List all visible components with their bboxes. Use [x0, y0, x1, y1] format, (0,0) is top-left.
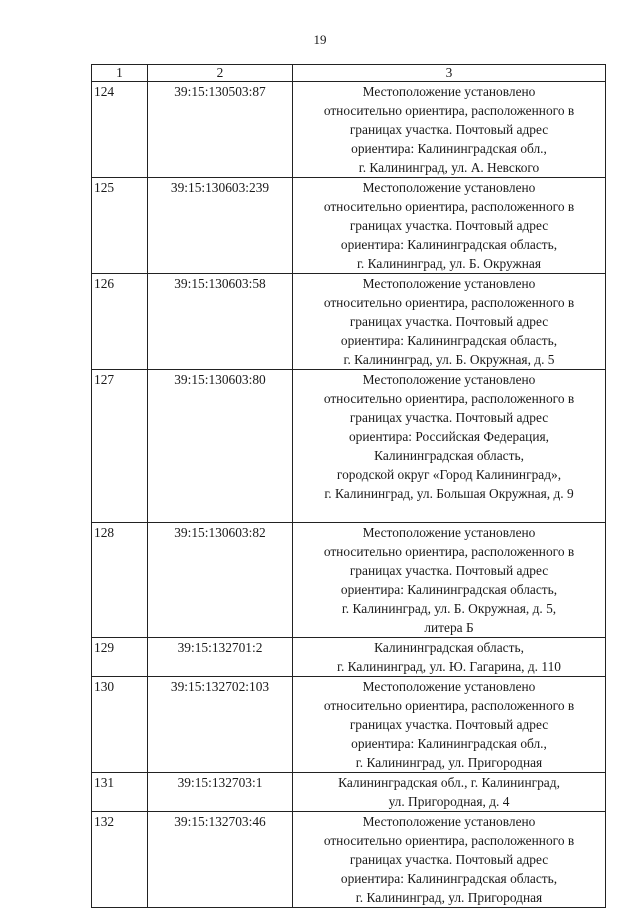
table-row [92, 178, 606, 274]
cadastral-number-cell: 39:15:132702:103 [148, 677, 293, 773]
location-line: Местоположение установлено [362, 84, 536, 99]
location-line: относительно ориентира, расположенного в [323, 391, 575, 406]
location-line: Местоположение установлено [362, 276, 536, 291]
location-line: г. Калининград, ул. Б. Окружная [356, 256, 542, 271]
cadastral-number-cell: 39:15:132703:46 [148, 812, 293, 908]
location-line: г. Калининград, ул. Б. Окружная, д. 5 [343, 352, 555, 367]
location-line: г. Калининград, ул. Пригородная [355, 890, 543, 905]
table-row [92, 82, 606, 178]
location-line: относительно ориентира, расположенного в [323, 698, 575, 713]
row-number-cell: 124 [92, 82, 148, 178]
location-line: городской округ «Город Калининград», [336, 467, 562, 482]
location-line: границах участка. Почтовый адрес [349, 218, 549, 233]
table-row [92, 370, 606, 523]
location-line: Местоположение установлено [362, 180, 536, 195]
row-number-cell: 130 [92, 677, 148, 773]
location-cell [293, 523, 606, 638]
table-row [92, 523, 606, 638]
location-line: границах участка. Почтовый адрес [349, 314, 549, 329]
row-number-cell: 131 [92, 773, 148, 812]
location-line: Калининградская область, [374, 448, 524, 463]
table-row [92, 812, 606, 908]
location-line: границах участка. Почтовый адрес [349, 852, 549, 867]
cadastral-number-cell: 39:15:130603:80 [148, 370, 293, 523]
cadastral-number-cell: 39:15:130503:87 [148, 82, 293, 178]
location-line: ул. Пригородная, д. 4 [388, 794, 510, 809]
cadastral-number-cell: 39:15:130603:58 [148, 274, 293, 370]
table-row [92, 274, 606, 370]
location-cell [293, 812, 606, 908]
row-number-cell: 126 [92, 274, 148, 370]
header-col-2: 2 [148, 65, 293, 82]
row-number-cell: 127 [92, 370, 148, 523]
location-cell [293, 178, 606, 274]
location-line: границах участка. Почтовый адрес [349, 717, 549, 732]
row-number-cell: 129 [92, 638, 148, 677]
location-line: г. Калининград, ул. А. Невского [358, 160, 540, 175]
location-line: относительно ориентира, расположенного в [323, 544, 575, 559]
location-line: ориентира: Калининградская область, [340, 582, 558, 597]
header-row [92, 65, 606, 82]
location-line: Местоположение установлено [362, 525, 536, 540]
row-number-cell: 128 [92, 523, 148, 638]
header-col-1: 1 [92, 65, 148, 82]
cadastral-number-cell: 39:15:132703:1 [148, 773, 293, 812]
table-header [92, 65, 606, 82]
location-cell [293, 370, 606, 523]
location-line: границах участка. Почтовый адрес [349, 563, 549, 578]
location-cell [293, 677, 606, 773]
table-row [92, 638, 606, 677]
row-number-cell: 132 [92, 812, 148, 908]
location-line: литера Б [424, 620, 474, 635]
location-line: Калининградская область, [374, 640, 524, 655]
cadastral-number-cell: 39:15:130603:239 [148, 178, 293, 274]
location-line: ориентира: Калининградская область, [340, 333, 558, 348]
location-line: Калининградская обл., г. Калининград, [338, 775, 560, 790]
location-line: относительно ориентира, расположенного в [323, 103, 575, 118]
location-line: Местоположение установлено [362, 814, 536, 829]
land-plot-table [91, 64, 606, 908]
location-line: относительно ориентира, расположенного в [323, 833, 575, 848]
location-line: относительно ориентира, расположенного в [323, 199, 575, 214]
location-line: г. Калининград, ул. Б. Окружная, д. 5, [341, 601, 557, 616]
row-number-cell: 125 [92, 178, 148, 274]
location-line: ориентира: Калининградская область, [340, 871, 558, 886]
location-line: г. Калининград, ул. Ю. Гагарина, д. 110 [337, 659, 561, 674]
location-line: ориентира: Российская Федерация, [348, 429, 550, 444]
location-cell [293, 638, 606, 677]
location-cell [293, 82, 606, 178]
location-line: Местоположение установлено [362, 372, 536, 387]
location-line: ориентира: Калининградская обл., [351, 736, 547, 751]
cadastral-number-cell: 39:15:130603:82 [148, 523, 293, 638]
location-line: ориентира: Калининградская обл., [351, 141, 547, 156]
cadastral-number-cell: 39:15:132701:2 [148, 638, 293, 677]
location-line: ориентира: Калининградская область, [340, 237, 558, 252]
header-col-3: 3 [293, 65, 606, 82]
location-cell [293, 773, 606, 812]
location-line: Местоположение установлено [362, 679, 536, 694]
location-line [295, 503, 603, 522]
table-body [92, 82, 606, 908]
page-number: 19 [313, 32, 327, 47]
location-line: границах участка. Почтовый адрес [349, 122, 549, 137]
location-line: относительно ориентира, расположенного в [323, 295, 575, 310]
table-row [92, 773, 606, 812]
location-line: г. Калининград, ул. Пригородная [355, 755, 543, 770]
location-cell [293, 274, 606, 370]
location-line: г. Калининград, ул. Большая Окружная, д. 9 [324, 486, 574, 501]
table-row [92, 677, 606, 773]
location-line: границах участка. Почтовый адрес [349, 410, 549, 425]
